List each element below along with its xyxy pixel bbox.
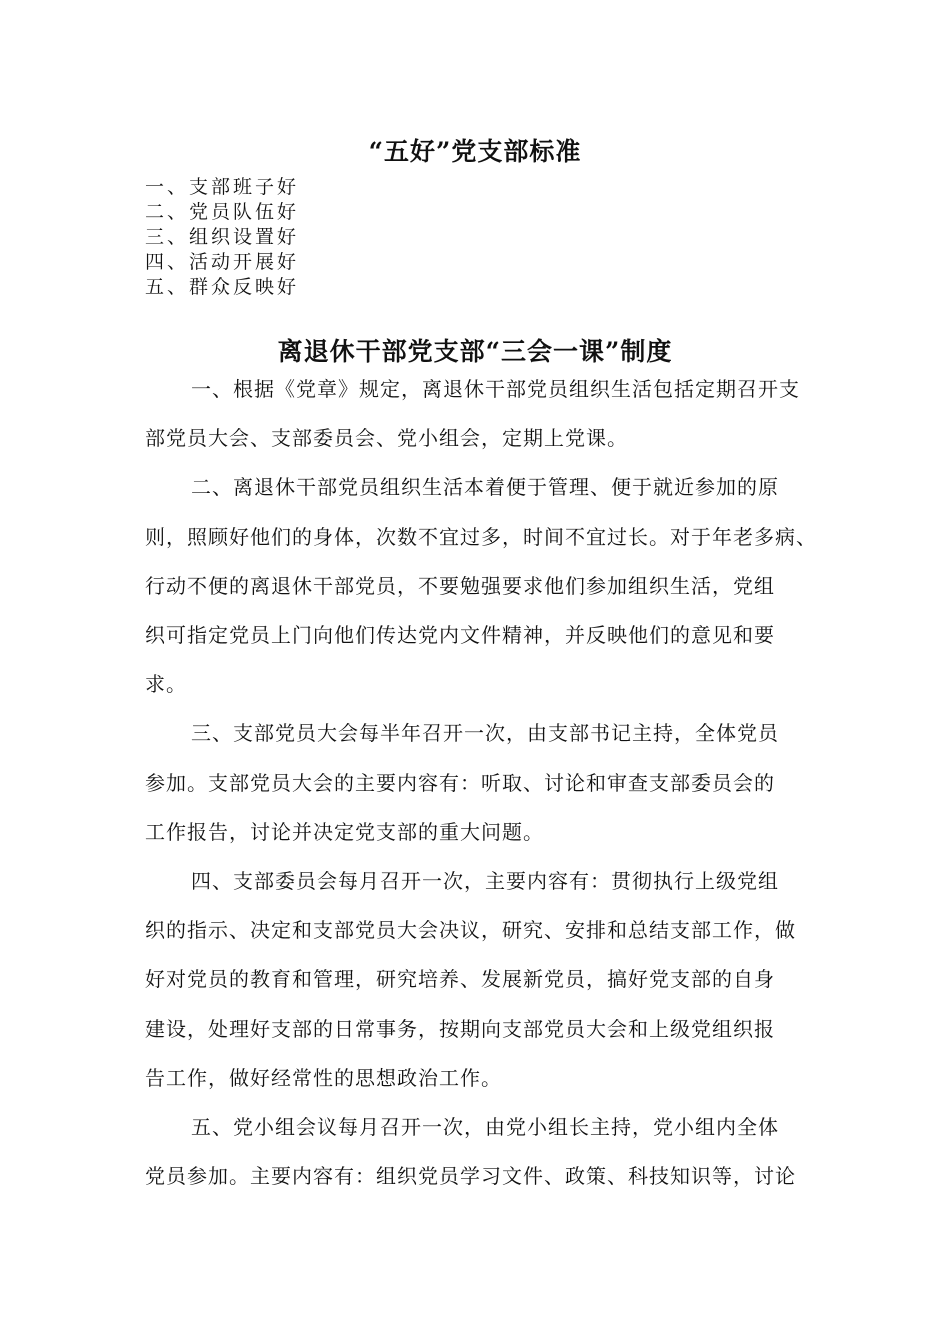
list-item: 四、活动开展好 (145, 251, 300, 273)
paragraph-line: 部党员大会、支部委员会、党小组会，定期上党课。 (145, 426, 628, 451)
paragraph-line: 求。 (145, 672, 187, 697)
list-item: 五、群众反映好 (145, 276, 300, 298)
system-title: 离退休干部党支部“三会一课”制度 (277, 337, 673, 366)
paragraph-line: 织可指定党员上门向他们传达党内文件精神，并反映他们的意见和要 (145, 623, 775, 648)
paragraph-1 (145, 365, 815, 463)
paragraph-2 (145, 463, 815, 709)
paragraph-line: 党员参加。主要内容有：组织党员学习文件、政策、科技知识等，讨论 (145, 1164, 796, 1189)
standard-title: “五好”党支部标准 (368, 137, 582, 166)
list-item: 一、支部班子好 (145, 176, 300, 198)
paragraph-line: 三、支部党员大会每半年召开一次，由支部书记主持，全体党员 (191, 721, 779, 746)
paragraph-line: 织的指示、决定和支部党员大会决议，研究、安排和总结支部工作，做 (145, 918, 796, 943)
paragraph-line: 好对党员的教育和管理，研究培养、发展新党员，搞好党支部的自身 (145, 967, 775, 992)
paragraph-line: 则，照顾好他们的身体，次数不宜过多，时间不宜过长。对于年老多病、 (145, 524, 817, 549)
system-body (145, 365, 815, 1201)
paragraph-4 (145, 857, 815, 1103)
paragraph-line: 参加。支部党员大会的主要内容有：听取、讨论和审查支部委员会的 (145, 770, 775, 795)
paragraph-line: 一、根据《党章》规定，离退休干部党员组织生活包括定期召开支 (191, 377, 800, 401)
paragraph-5 (145, 1103, 815, 1201)
list-item: 二、党员队伍好 (145, 201, 300, 223)
paragraph-line: 告工作，做好经常性的思想政治工作。 (145, 1065, 502, 1090)
paragraph-line: 建设，处理好支部的日常事务，按期向支部党员大会和上级党组织报 (145, 1016, 775, 1041)
paragraph-3 (145, 709, 815, 857)
paragraph-line: 工作报告，讨论并决定党支部的重大问题。 (145, 819, 544, 844)
paragraph-line: 二、离退休干部党员组织生活本着便于管理、便于就近参加的原 (191, 475, 779, 500)
paragraph-line: 行动不便的离退休干部党员，不要勉强要求他们参加组织生活，党组 (145, 573, 775, 598)
paragraph-line: 四、支部委员会每月召开一次，主要内容有：贯彻执行上级党组 (191, 869, 779, 894)
list-item: 三、组织设置好 (145, 226, 300, 248)
standard-list (145, 175, 299, 300)
paragraph-line: 五、党小组会议每月召开一次，由党小组长主持，党小组内全体 (191, 1115, 779, 1140)
